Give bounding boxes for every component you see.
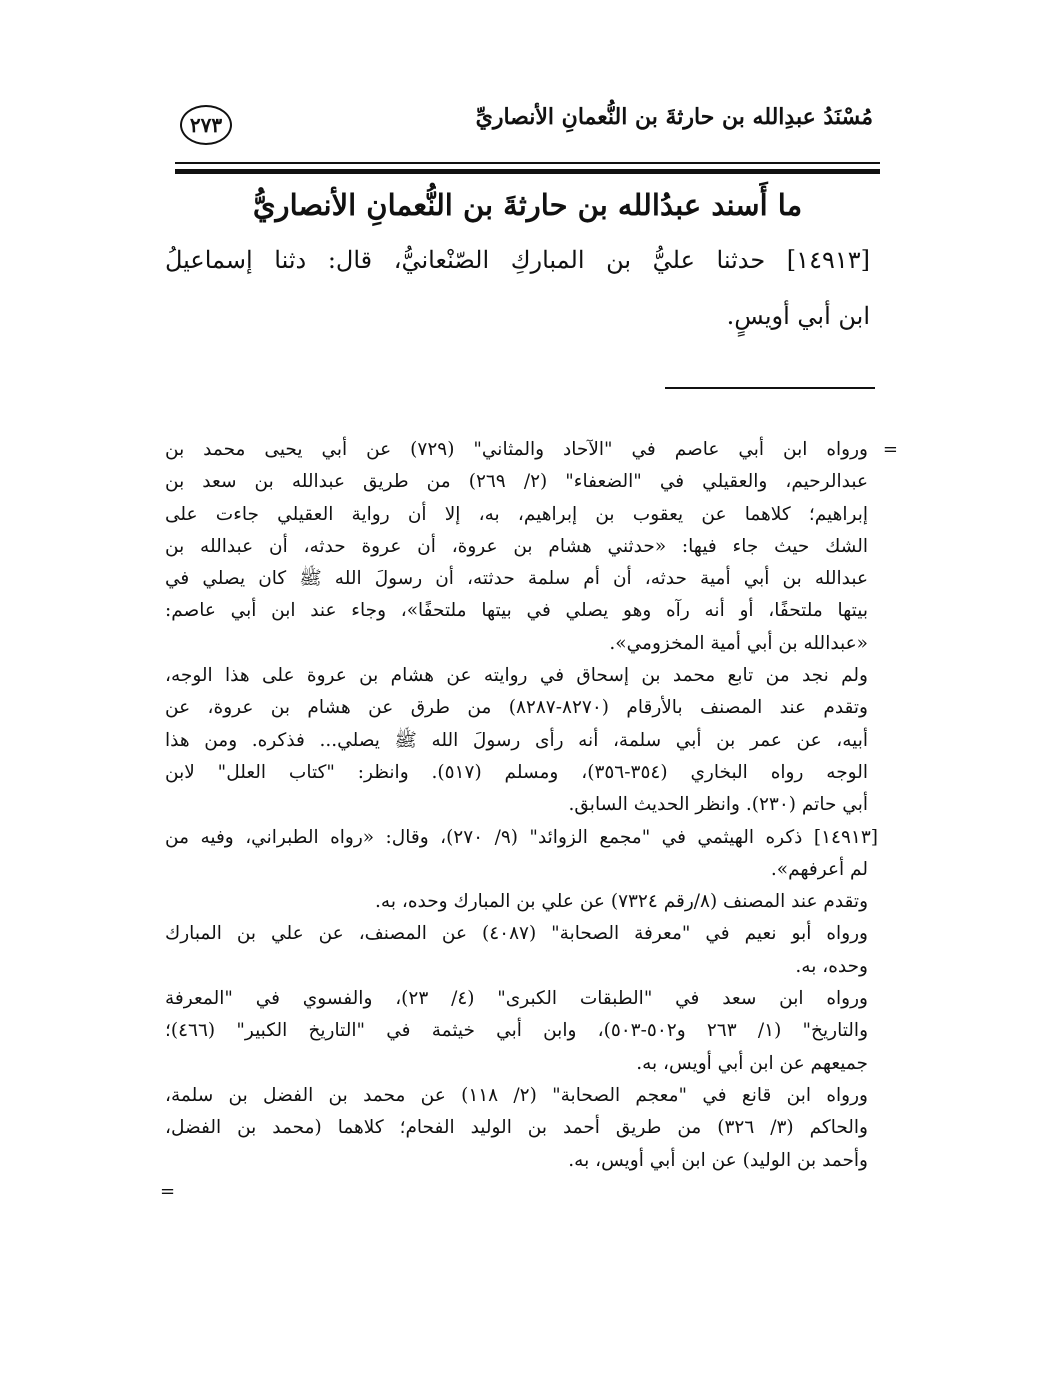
footnote-line: وأحمد بن الوليد) عن ابن أبي أويس، به. xyxy=(568,1149,868,1171)
footnote-separator xyxy=(665,387,875,389)
footnote-line: بيتها ملتحفًا، أو أنه رآه وهو يصلي في بيتها ملتحفًا»، وجاء عند ابن أبي عاصم: xyxy=(165,600,868,622)
running-head-title: مُسْنَدُ عبدِالله بن حارثةَ بن النُّعمانِ الأنصاريِّ xyxy=(475,104,873,130)
footnote-line: لم أعرفهم». xyxy=(770,858,868,880)
chapter-title: ما أَسند عبدُالله بن حارثةَ بن النُّعمانِ الأنصاريُّ xyxy=(252,188,803,222)
footnote-line: عبدالله بن أبي أمية حدثه، أن أم سلمة حدثته، أن رسولَ الله ﷺ كان يصلي في xyxy=(165,568,868,590)
footnote-line: أبيه، عن عمر بن أبي سلمة، أنه رأى رسولَ الله ﷺ يصلي... فذكره. ومن هذا xyxy=(165,729,868,751)
footnote-line: وتقدم عند المصنف (٨/رقم ٧٣٢٤) عن علي بن المبارك وحده، به. xyxy=(375,891,868,913)
footnote-line-numbered: [١٤٩١٣] ذكره الهيثمي في "مجمع الزوائد" (٩/ ٢٧٠)، وقال: «رواه الطبراني، وفيه من xyxy=(165,826,878,848)
footnote-line: وتقدم عند المصنف بالأرقام (٨٢٧٠-٨٢٨٧) من طرق عن هشام بن عروة، عن xyxy=(165,697,868,719)
main-text-line: [١٤٩١٣] حدثنا عليُّ بن المباركِ الصّنْعانيُّ، قال: دثنا إسماعيلُ xyxy=(165,246,870,274)
footnote-line: أبي حاتم (٢٣٠). وانظر الحديث السابق. xyxy=(568,794,868,816)
footnote-line: الوجه رواه البخاري (٣٥٤-٣٥٦)، ومسلم (٥١٧). وانظر: "كتاب العلل" لابن xyxy=(165,761,868,783)
continuation-mark-top: = xyxy=(882,439,898,460)
footnote-line: جميعهم عن ابن أبي أويس، به. xyxy=(636,1052,868,1074)
main-text-line: ابن أبي أويسٍ. xyxy=(726,302,870,330)
footnote-line: والحاكم (٣/ ٣٢٦) من طريق أحمد بن الوليد الفحام؛ كلاهما (محمد بن الفضل، xyxy=(165,1117,868,1139)
footnote-line: «عبدالله بن أبي أمية المخزومي». xyxy=(609,632,868,654)
footnote-line: ورواه أبو نعيم في "معرفة الصحابة" (٤٠٨٧) عن المصنف، عن علي بن المبارك xyxy=(165,923,868,945)
footnote-line: الشك حيث جاء فيها: «حدثني هشام بن عروة، أن عروة حدثه، أن عبدالله بن xyxy=(165,535,868,557)
footnote-line: إبراهيم؛ كلاهما عن يعقوب بن إبراهيم، به، إلا أن رواية العقيلي جاءت على xyxy=(165,503,868,525)
footnote-line: ولم نجد من تابع محمد بن إسحاق في روايته عن هشام بن عروة على هذا الوجه، xyxy=(165,665,868,687)
footnote-line: عبدالرحيم، والعقيلي في "الضعفاء" (٢/ ٢٦٩) من طريق عبدالله بن سعد بن xyxy=(165,471,868,493)
continuation-mark-bottom: = xyxy=(160,1181,176,1202)
footnote-line: ورواه ابن سعد في "الطبقات الكبرى" (٤/ ٢٣)، والفسوي في "المعرفة xyxy=(165,988,868,1010)
footnote-line: ورواه ابن قانع في "معجم الصحابة" (٢/ ١١٨) عن محمد بن الفضل بن سلمة، xyxy=(165,1084,868,1106)
page-number-badge: ٢٧٣ xyxy=(180,105,232,145)
footnote-line: والتاريخ" (١/ ٢٦٣ و٥٠٢-٥٠٣)، وابن أبي خيثمة في "التاريخ الكبير" (٤٦٦)؛ xyxy=(165,1020,869,1042)
header-rule-thick xyxy=(175,169,880,174)
footnote-line: وحده، به. xyxy=(795,955,868,977)
footnotes xyxy=(165,434,878,1177)
header-rule-thin xyxy=(175,162,880,164)
footnote-line: ورواه ابن أبي عاصم في "الآحاد والمثاني" (٧٢٩) عن أبي يحيى محمد بن xyxy=(165,439,868,460)
